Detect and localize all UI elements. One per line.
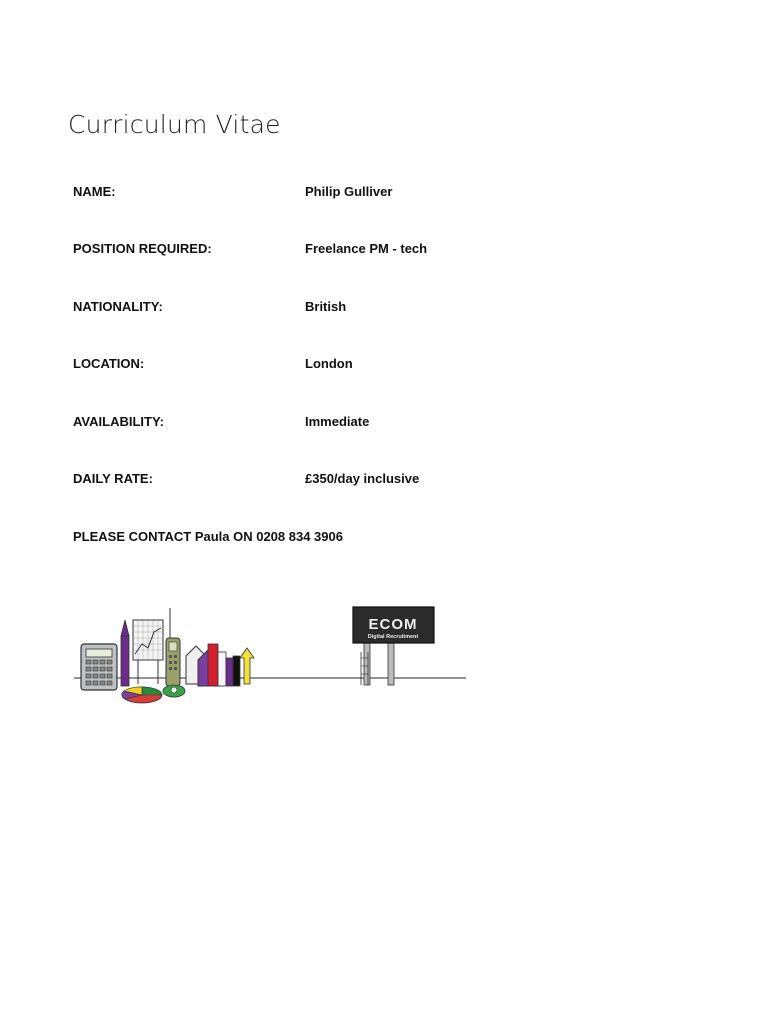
field-row-name — [73, 184, 493, 202]
field-label: POSITION REQUIRED: — [73, 241, 212, 256]
field-row-daily-rate — [73, 471, 493, 489]
field-label: NATIONALITY: — [73, 299, 163, 314]
field-label: AVAILABILITY: — [73, 414, 164, 429]
calculator-icon — [81, 644, 117, 690]
telephone-icon — [163, 685, 185, 697]
pie-chart-icon — [122, 687, 162, 703]
field-row-nationality — [73, 299, 493, 317]
field-value: Freelance PM - tech — [305, 241, 428, 256]
field-value: Immediate — [305, 414, 370, 429]
page-title: Curriculum Vitae — [68, 110, 281, 139]
graph-chart-icon — [133, 620, 163, 684]
field-value: £350/day inclusive — [305, 471, 420, 486]
books-icon — [208, 644, 240, 686]
field-value: British — [305, 299, 347, 314]
field-row-position — [73, 241, 493, 259]
pen-icon — [121, 620, 129, 686]
mobile-phone-icon — [166, 608, 180, 686]
field-row-availability — [73, 414, 493, 432]
contact-line: PLEASE CONTACT Paula ON 0208 834 3906 — [73, 529, 343, 544]
billboard-tagline: Digital Recruitment — [367, 634, 419, 640]
field-row-location — [73, 356, 493, 374]
field-label: LOCATION: — [73, 356, 145, 371]
billboard-icon — [353, 607, 434, 685]
recruitment-illustration — [72, 600, 472, 712]
billboard-brand: ECOM — [368, 616, 418, 633]
field-label: DAILY RATE: — [73, 471, 153, 486]
field-value: London — [305, 356, 353, 371]
field-label: NAME: — [73, 184, 116, 199]
field-value: Philip Gulliver — [305, 184, 393, 199]
